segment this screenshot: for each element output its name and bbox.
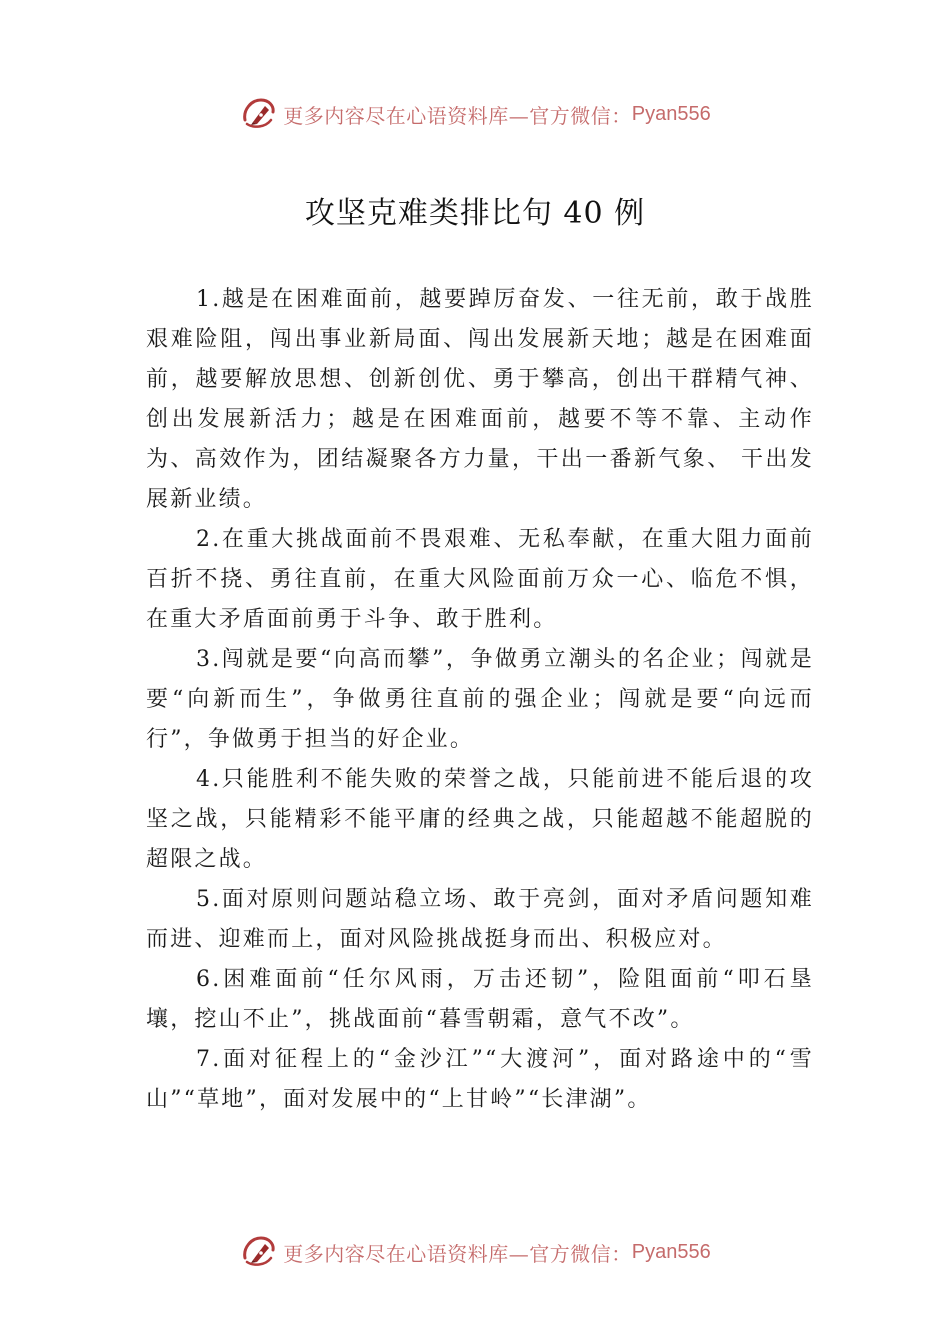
banner-wechat-id: Pyan556 (631, 102, 711, 125)
paragraph-2: 2.在重大挑战面前不畏艰难、无私奉献，在重大阻力面前百折不挠、勇往直前，在重大风险面前万众一心、临危不惧，在重大矛盾面前勇于斗争、敢于胜利。 (146, 527, 814, 632)
document-body (146, 280, 814, 1120)
paragraph-3: 3.闯就是要“向高而攀”，争做勇立潮头的名企业；闯就是要“向新而生”，争做勇往直前的强企业；闯就是要“向远而行”，争做勇于担当的好企业。 (146, 647, 814, 752)
pen-nib-logo-icon (239, 94, 279, 134)
banner-text: 更多内容尽在心语资料库—官方微信： (283, 1241, 632, 1266)
paragraph-1: 1.越是在困难面前，越要踔厉奋发、一往无前，敢于战胜艰难险阻，闯出事业新局面、闯出发展新天地；越是在困难面前，越要解放思想、创新创优、勇于攀高，创出干群精气神、创出发展新活力；越是在困难面前，越要不等不靠、主动作为、高效作为，团结凝聚各方力量，干出一番新气象、 干出发展新业绩。 (146, 287, 814, 512)
pen-nib-logo-icon (239, 1232, 279, 1272)
header-watermark-banner (0, 92, 950, 136)
paragraph-6: 6.困难面前“任尔风雨，万击还韧”，险阻面前“叩石垦壤，挖山不止”，挑战面前“暮雪朝霜，意气不改”。 (146, 967, 814, 1032)
banner-wechat-id: Pyan556 (631, 1240, 711, 1263)
footer-watermark-banner (0, 1230, 950, 1274)
banner-text: 更多内容尽在心语资料库—官方微信： (283, 103, 632, 128)
paragraph-5: 5.面对原则问题站稳立场、敢于亮剑，面对矛盾问题知难而进、迎难而上，面对风险挑战挺身而出、积极应对。 (146, 887, 814, 952)
paragraph-4: 4.只能胜利不能失败的荣誉之战，只能前进不能后退的攻坚之战，只能精彩不能平庸的经典之战，只能超越不能超脱的超限之战。 (146, 767, 814, 872)
document-title: 攻坚克难类排比句 40 例 (304, 196, 646, 231)
paragraph-7: 7.面对征程上的“金沙江”“大渡河”，面对路途中的“雪山”“草地”，面对发展中的“上甘岭”“长津湖”。 (146, 1047, 814, 1112)
